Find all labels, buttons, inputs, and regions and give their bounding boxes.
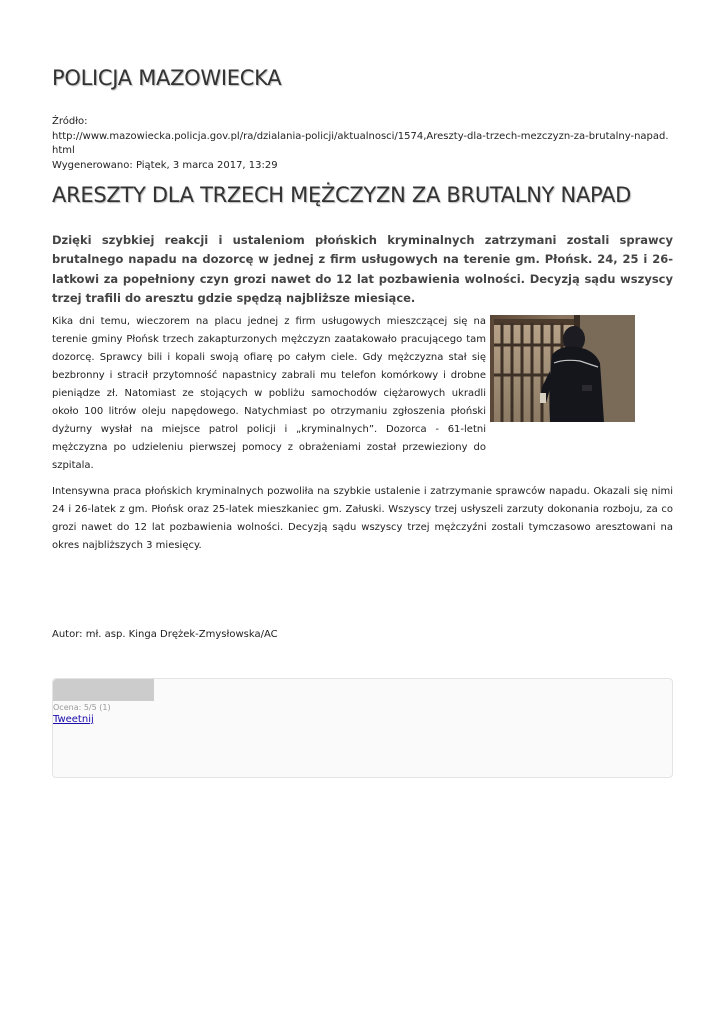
source-meta	[52, 115, 673, 173]
article-photo	[490, 315, 635, 422]
rating-text: Ocena: 5/5 (1)	[53, 703, 111, 712]
article-title: ARESZTY DLA TRZECH MĘŻCZYZN ZA BRUTALNY NAPAD	[52, 183, 631, 207]
article-paragraph-1: Kika dni temu, wieczorem na placu jednej z firm usługowych mieszczącej się na terenie gminy Płońsk trzech zakapturzonych mężczyzn zaatakowało pracującego tam dozorcę. Sprawcy bili i kopali swoją ofiarę po całym ciele. Gdy mężczyzna stał się bezbronny i stracił przytomność napastnicy zabrali mu telefon komórkowy i drobne pieniądze zł. Natomiast ze stojących w pobliżu samochodów ciężarowych ukradli około 100 litrów oleju napędowego. Natychmiast po otrzymaniu zgłoszenia płoński dyżurny wysłał na miejsce patrol policji i „kryminalnych”. Dozorca - 61-letni mężczyzna po udzieleniu pierwszej pomocy z obrażeniami został przewieziony do szpitala.	[52, 316, 486, 471]
tweet-link[interactable]: Tweetnij	[53, 714, 94, 725]
site-title: POLICJA MAZOWIECKA	[52, 66, 282, 90]
source-url: http://www.mazowiecka.policja.gov.pl/ra/dzialania-policji/aktualnosci/1574,Areszty-dla-trzech-mezczyzn-za-brutalny-napad.html	[52, 130, 669, 156]
rating-panel	[52, 678, 673, 778]
rating-stars-bar[interactable]	[53, 679, 154, 701]
article-paragraph-2: Intensywna praca płońskich kryminalnych pozwoliła na szybkie ustalenie i zatrzymanie sprawców napadu. Okazali się nimi 24 i 26-latek z gm. Płońsk oraz 25-latek mieszkaniec gm. Załuski. Wszyscy trzej usłyszeli zarzuty dokonania rozboju, za co grozi nawet do 12 lat pozbawienia wolności. Decyzją sądu wszyscy trzej mężczyźni zostali tymczasowo aresztowani na okres najbliższych 3 miesięcy.	[52, 486, 673, 551]
article-author: Autor: mł. asp. Kinga Drężek-Zmysłowska/AC	[52, 629, 278, 640]
generated-timestamp: Wygenerowano: Piątek, 3 marca 2017, 13:29	[52, 159, 278, 171]
police-officer-at-cell-door-image	[490, 315, 635, 422]
source-label: Źródło:	[52, 116, 88, 127]
article-lead: Dzięki szybkiej reakcji i ustaleniom płońskich kryminalnych zatrzymani zostali sprawcy brutalnego napadu na dozorcę w jednej z firm usługowych na terenie gm. Płońsk. 24, 25 i 26-latkowi za popełniony czyn grozi nawet do 12 lat pozbawienia wolności. Decyzją sądu wszyscy trzej trafili do aresztu gdzie spędzą najbliższe miesiące.	[52, 233, 673, 305]
